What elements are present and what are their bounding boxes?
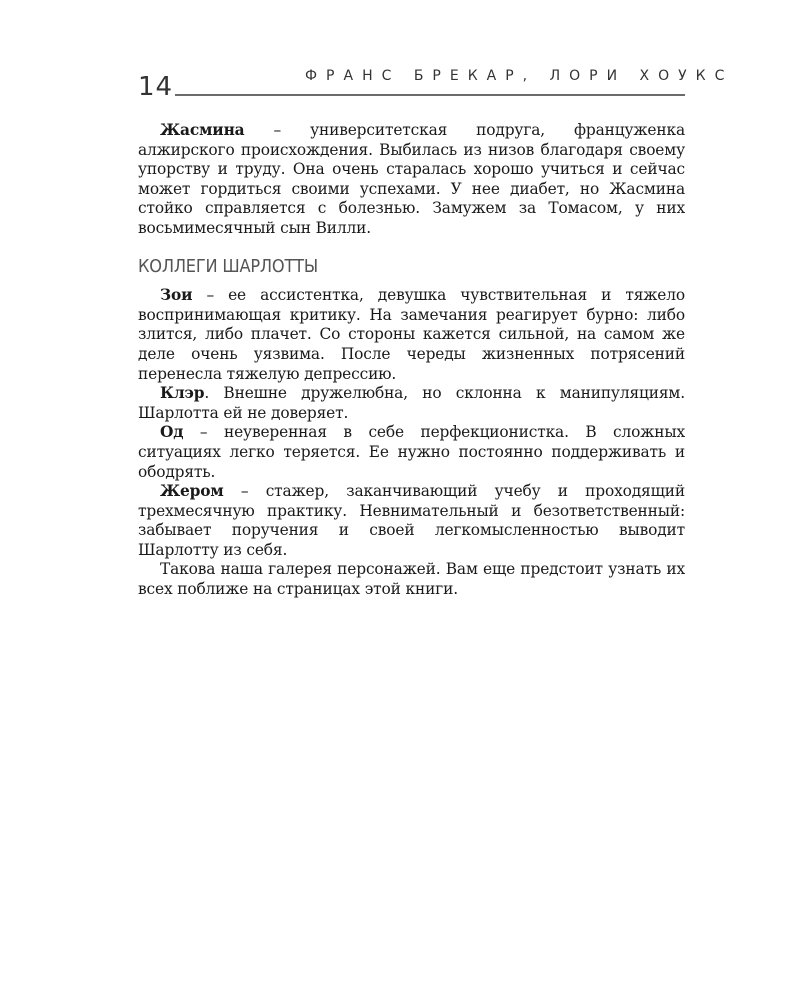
character-kler (138, 384, 685, 423)
character-name: Жером (160, 482, 224, 501)
character-name: Зои (160, 286, 193, 305)
character-description: – неуверенная в себе перфекционистка. В сложных ситуациях легко теряется. Ее нужно постоянно поддерживать и ободрять. (138, 423, 685, 481)
closing-paragraph: Такова наша галерея персонажей. Вам еще предстоит узнать их всех поближе на страницах этой книги. (138, 560, 685, 599)
character-description: . Внешне дружелюбна, но склонна к манипуляциям. Шарлотта ей не доверяет. (138, 384, 685, 422)
character-name: Клэр (160, 384, 205, 403)
character-jasmina (138, 121, 685, 239)
section-heading: КОЛЛЕГИ ШАРЛОТТЫ (138, 255, 318, 277)
running-head: ФРАНС БРЕКАР, ЛОРИ ХОУКС (305, 68, 734, 84)
header-rule (175, 94, 685, 96)
character-description: – стажер, заканчивающий учебу и проходящий трехмесячную практику. Невнимательный и безответственный: забывает поручения и своей легкомысленностью выводит Шарлотту из себя. (138, 482, 685, 559)
character-zherom (138, 482, 685, 560)
page-number: 14 (138, 72, 174, 102)
character-description: – ее ассистентка, девушка чувствительная и тяжело воспринимающая критику. На замечания реагирует бурно: либо злится, либо плачет. Со стороны кажется сильной, на самом же деле очень уязвима. После череды жизненных потрясений перенесла тяжелую депрессию. (138, 286, 685, 383)
page-body (138, 121, 685, 600)
character-name: Од (160, 423, 184, 442)
character-description: – университетская подруга, француженка алжирского происхождения. Выбилась из низов благодаря своему упорству и труду. Она очень старалась хорошо учиться и сейчас может гордиться своими успехами. У нее диабет, но Жасмина стойко справляется с болезнью. Замужем за Томасом, у них восьмимесячный сын Вилли. (138, 121, 685, 237)
character-zoi (138, 286, 685, 384)
character-od (138, 423, 685, 482)
character-name: Жасмина (160, 121, 245, 139)
